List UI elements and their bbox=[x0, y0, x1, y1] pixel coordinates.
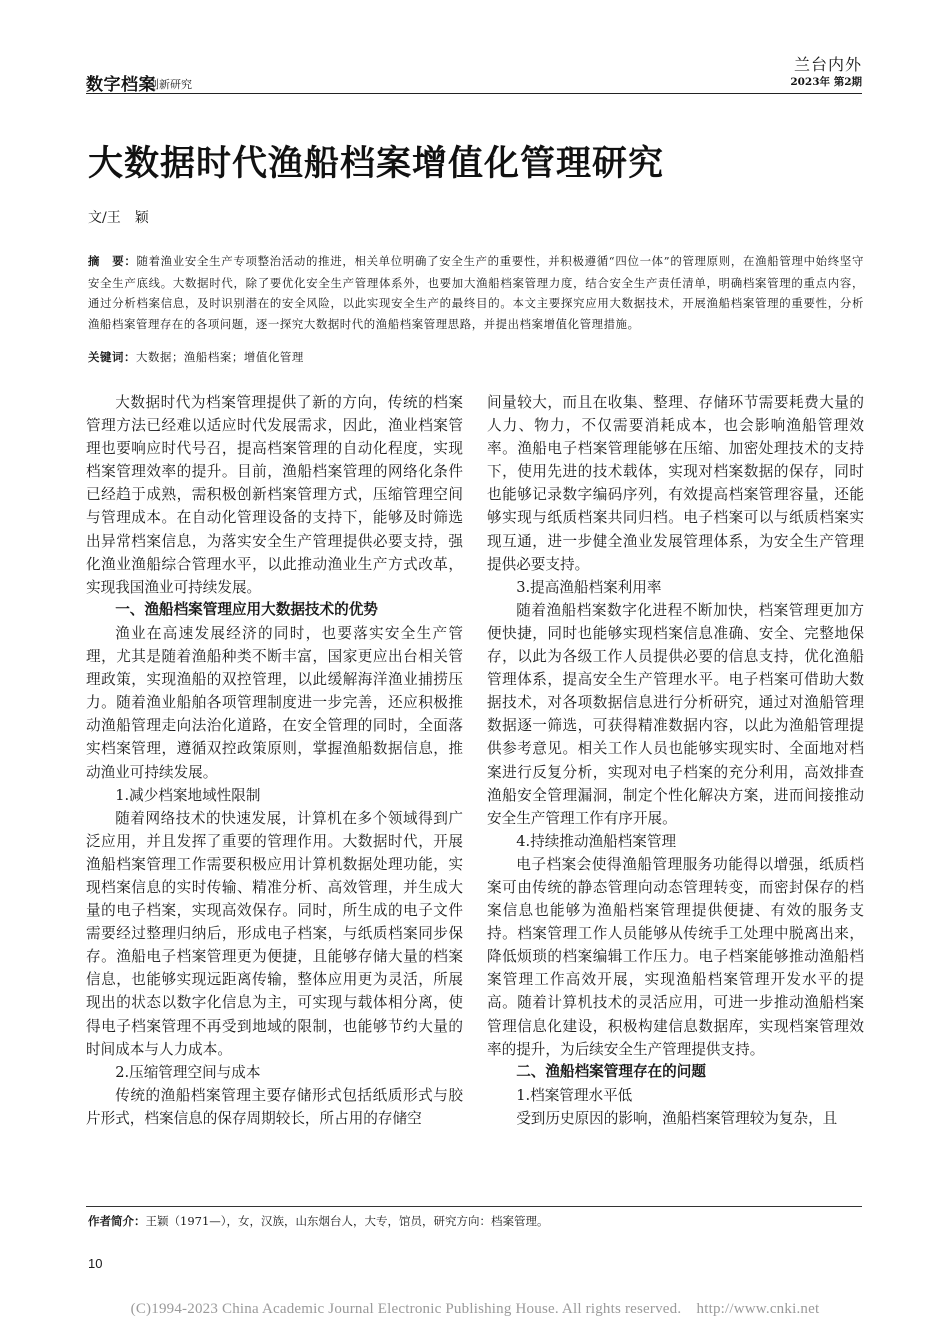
column-name: 兰台内外 bbox=[793, 55, 862, 74]
abstract-label: 摘 要： bbox=[88, 256, 137, 268]
subsection-heading: 1.减少档案地域性限制 bbox=[115, 786, 261, 804]
subsection-heading: 4.持续推动渔船档案管理 bbox=[516, 832, 677, 850]
abstract-text: 随着渔业安全生产专项整治活动的推进，相关单位明确了安全生产的重要性，并积极遵循“四位一体”的管理原则，在渔船管理中始终坚守安全生产底线。大数据时代，除了要优化安全生产管理体系外，也要加大渔船档案管理力度，结合安全生产责任清单，明确档案管理的重点内容，通过分析档案信息，及时识别潜在的安全风险，以此实现安全生产的最终目的。本文主要探究应用大数据技术，开展渔船档案管理的重要性，分析渔船档案管理存在的各项问题，逐一探究大数据时代的渔船档案管理思路，并提出档案增值化管理措施。 bbox=[88, 254, 865, 331]
author-bio-text: 王颖（1971—），女，汉族，山东烟台人，大专，馆员，研究方向：档案管理。 bbox=[145, 1214, 549, 1228]
subsection-heading: 3.提高渔船档案利用率 bbox=[516, 578, 662, 596]
author-bio-label: 作者简介： bbox=[88, 1216, 146, 1228]
abstract bbox=[88, 251, 864, 334]
paragraph: 渔业在高速发展经济的同时，也要落实安全生产管理，尤其是随着渔船种类不断丰富，国家更应出台相关管理政策，实现渔船的双控管理，以此缓解海洋渔业捕捞压力。随着渔业船舶各项管理制度进一步完善，还应积极推动渔船管理走向法治化道路，在安全管理的同时，全面落实档案管理，遵循双控政策原则，掌握渔船数据信息，推动渔业可持续发展。 bbox=[86, 624, 463, 781]
header-divider bbox=[86, 93, 862, 94]
page-number: 10 bbox=[88, 1256, 103, 1271]
author-bio bbox=[88, 1213, 549, 1229]
keywords-text: 大数据；渔船档案；增值化管理 bbox=[135, 350, 304, 364]
paragraph: 随着渔船档案数字化进程不断加快，档案管理更加方便快捷，同时也能够实现档案信息准确、安全、完整地保存，以此为各级工作人员提供必要的信息支持，优化渔船管理体系，提高安全生产管理水平。电子档案可借助大数据技术，对各项数据信息进行分析研究，通过对渔船管理数据逐一筛选，可获得精准数据内容，以此为渔船管理提供参考意见。相关工作人员也能够实现实时、全面地对档案进行反复分析，实现对电子档案的充分利用，高效排查渔船安全管理漏洞，制定个性化解决方案，进而间接推动安全生产管理工作有序开展。 bbox=[487, 601, 864, 827]
keywords-label: 关键词： bbox=[88, 352, 136, 364]
paragraph: 受到历史原因的影响，渔船档案管理较为复杂，且 bbox=[516, 1109, 838, 1127]
journal-logo: 数字档案 bbox=[86, 75, 156, 94]
paragraph: 间量较大，而且在收集、整理、存储环节需要耗费大量的人力、物力，不仅需要消耗成本，也会影响渔船管理效率。渔船电子档案管理能够在压缩、加密处理技术的支持下，使用先进的技术载体，实现对档案数据的保存，同时也能够记录数字编码序列，有效提高档案管理容量，还能够实现与纸质档案共同归档。电子档案可以与纸质档案实现互通，进一步健全渔业发展管理体系，为安全生产管理提供必要支持。 bbox=[487, 394, 864, 573]
subsection-heading: 2.压缩管理空间与成本 bbox=[115, 1063, 261, 1081]
paragraph: 电子档案会使得渔船管理服务功能得以增强，纸质档案可由传统的静态管理向动态管理转变，而密封保存的档案信息也能够为渔船档案管理提供便捷、有效的服务支持。档案管理工作人员能够从传统手工处理中脱离出来，降低烦琐的档案编辑工作压力。电子档案能够推动渔船档案管理工作高效开展，实现渔船档案管理开发水平的提高。随着计算机技术的灵活应用，可进一步推动渔船档案管理信息化建设，积极构建信息数据库，实现档案管理效率的提升，为后续安全生产管理提供支持。 bbox=[487, 855, 864, 1058]
issue-label: 2023年 第2期 bbox=[790, 76, 862, 88]
journal-section: 创新研究 bbox=[148, 78, 192, 91]
article-author: 文/王 颖 bbox=[88, 210, 149, 226]
subsection-heading: 1.档案管理水平低 bbox=[516, 1086, 633, 1104]
paragraph: 随着网络技术的快速发展，计算机在多个领域得到广泛应用，并且发挥了重要的管理作用。大数据时代，开展渔船档案管理工作需要积极应用计算机数据处理功能，实现档案信息的实时传输、精准分析、高效管理，并生成大量的电子档案，实现高效保存。同时，所生成的电子文件需要经过整理归纳后，形成电子档案，与纸质档案同步保存。渔船电子档案管理更为便捷，且能够存储大量的档案信息，也能够实现远距离传输，整体应用更为灵活，所展现出的状态以数字化信息为主，可实现与载体相分离，使得电子档案管理不再受到地域的限制，也能够节约大量的时间成本与人力成本。 bbox=[86, 809, 463, 1058]
body-column-left bbox=[86, 391, 463, 1130]
paragraph: 传统的渔船档案管理主要存储形式包括纸质形式与胶片形式，档案信息的保存周期较长，所占用的存储空 bbox=[86, 1086, 463, 1127]
section-heading: 二、渔船档案管理存在的问题 bbox=[516, 1063, 706, 1080]
footnote-divider bbox=[86, 1206, 862, 1207]
keywords bbox=[88, 349, 304, 365]
article-title: 大数据时代渔船档案增值化管理研究 bbox=[88, 143, 665, 184]
body-column-right bbox=[487, 391, 864, 1130]
paragraph: 大数据时代为档案管理提供了新的方向，传统的档案管理方法已经难以适应时代发展需求，因此，渔业档案管理也要响应时代号召，提高档案管理的自动化程度，实现档案管理效率的提升。目前，渔船档案管理的网络化条件已经趋于成熟，需积极创新档案管理方式，压缩管理空间与管理成本。在自动化管理设备的支持下，能够及时筛选出异常档案信息，为落实安全生产管理提供必要支持，强化渔业渔船综合管理水平，以此推动渔业生产方式改革，实现我国渔业可持续发展。 bbox=[86, 394, 463, 596]
section-heading: 一、渔船档案管理应用大数据技术的优势 bbox=[115, 601, 378, 618]
copyright-notice: (C)1994-2023 China Academic Journal Electronic Publishing House. All rights reserved. http://www.cnki.net bbox=[130, 1301, 820, 1317]
